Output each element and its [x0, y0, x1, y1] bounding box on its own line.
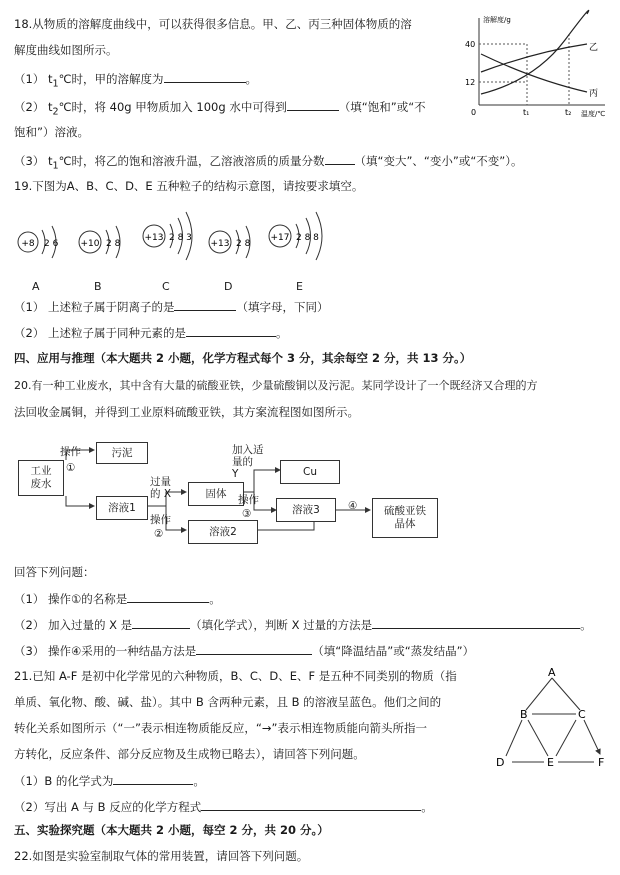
q19-intro: 19.下图为A、B、C、D、E 五种粒子的结构示意图，请按要求填空。	[14, 179, 364, 193]
node-a: A	[548, 666, 556, 679]
atom-a	[14, 212, 74, 272]
node-b: B	[520, 708, 528, 721]
curve-bing	[481, 54, 587, 92]
label-op2-num: ②	[154, 528, 164, 540]
graph-xlabel: 温度/℃	[581, 110, 606, 118]
label-op1: 操作	[60, 446, 81, 458]
atom-d	[206, 212, 266, 272]
answer-blank[interactable]	[201, 798, 421, 811]
q18-intro-line2: 解度曲线如图所示。	[14, 43, 118, 57]
node-c: C	[578, 708, 586, 721]
box-cu: Cu	[280, 460, 340, 484]
graph-ytick-40: 40	[465, 40, 476, 49]
answer-blank[interactable]	[132, 616, 190, 629]
curve-yi	[481, 44, 587, 72]
box-wastewater: 工业 废水	[18, 460, 64, 496]
box-solution1: 溶液1	[96, 496, 148, 520]
svg-text:+8: +8	[21, 239, 35, 249]
svg-text:2 6: 2 6	[44, 239, 59, 249]
graph-origin: 0	[471, 108, 477, 117]
svg-text:2 8: 2 8	[106, 239, 121, 249]
node-e: E	[547, 756, 554, 769]
q19-part1: （1） 上述粒子属于阴离子的是 （填字母，下同）	[14, 300, 329, 314]
q18-part2: （2） $t_2℃$时，将 40g 甲物质加入 100g 水中可得到 （填“饱和”或“不	[14, 100, 426, 118]
graph-xtick-t2: t₂	[565, 108, 572, 117]
atom-label-a: A	[32, 280, 40, 293]
atom-c	[140, 206, 200, 266]
section-5-heading: 五、实验探究题（本大题共 2 小题，每空 2 分，共 20 分。）	[14, 823, 329, 837]
answer-blank[interactable]	[196, 642, 312, 655]
node-f: F	[598, 756, 605, 769]
q21-line1: 21.已知 A-F 是初中化学常见的六种物质，B、C、D、E、F 是五种不同类别的物质（指	[14, 669, 457, 683]
q18-part1: （1） $t_1℃$时，甲的溶解度为 。	[14, 72, 258, 90]
answer-blank[interactable]	[287, 98, 339, 111]
svg-text:+13: +13	[144, 233, 164, 243]
graph-ytick-12: 12	[465, 78, 476, 87]
relation-diagram	[492, 664, 612, 774]
answer-blank[interactable]	[372, 616, 580, 629]
svg-text:2 8 3: 2 8 3	[169, 233, 192, 243]
box-solid: 固体	[188, 482, 244, 506]
q20-part2: （2） 加入过量的 X 是 （填化学式），判断 X 过量的方法是 。	[14, 618, 592, 632]
graph-label-yi: 乙	[589, 43, 599, 53]
box-sludge: 污泥	[96, 442, 148, 464]
q18-part2-line2: 饱和”）溶液。	[14, 125, 89, 139]
box-solution2: 溶液2	[188, 520, 258, 544]
q20-answer-intro: 回答下列问题：	[14, 565, 95, 579]
answer-blank[interactable]	[186, 324, 276, 337]
atom-label-b: B	[94, 280, 102, 293]
section-4-heading: 四、应用与推理（本大题共 2 小题，化学方程式每个 3 分，其余每空 2 分，共 13 分。）	[14, 351, 472, 365]
solubility-graph	[465, 10, 615, 120]
q21-line4: 方转化，反应条件、部分反应物及生成物已略去），请回答下列问题。	[14, 747, 365, 761]
q21-part1: （1）B 的化学式为 。	[14, 774, 205, 788]
answer-blank[interactable]	[174, 298, 236, 311]
atom-e	[266, 206, 336, 266]
svg-text:+17: +17	[270, 233, 290, 243]
q20-part3: （3） 操作④采用的一种结晶方法是 （填“降温结晶”或“蒸发结晶”）	[14, 644, 475, 658]
label-op3-num: ③	[242, 508, 252, 520]
graph-ylabel: 溶解度/g	[483, 16, 511, 24]
q19-part2: （2） 上述粒子属于同种元素的是 。	[14, 326, 288, 340]
svg-text:2 8: 2 8	[236, 239, 251, 249]
q18-part3: （3） $t_1℃$时，将乙的饱和溶液升温，乙溶液溶质的质量分数 （填“变大”、“变小”或“不变”）。	[14, 154, 523, 172]
q20-part1: （1） 操作①的名称是 。	[14, 592, 221, 606]
node-d: D	[496, 756, 505, 769]
answer-blank[interactable]	[127, 590, 209, 603]
answer-blank[interactable]	[325, 152, 355, 165]
label-add-y: 加入适 量的 Y	[232, 444, 264, 480]
atom-label-c: C	[162, 280, 170, 293]
label-op2: 操作	[150, 514, 171, 526]
label-op4-num: ④	[348, 500, 358, 512]
q21-line2: 单质、氧化物、酸、碱、盐）。其中 B 含两种元素，且 B 的溶液呈蓝色。他们之间的	[14, 695, 442, 709]
label-op3: 操作	[238, 494, 259, 506]
answer-blank[interactable]	[113, 772, 193, 785]
q20-intro-line2: 法回收金属铜，并得到工业原料硫酸亚铁，其方案流程图如图所示。	[14, 405, 359, 419]
atom-label-d: D	[224, 280, 233, 293]
label-excess-x: 过量 的 X	[150, 476, 172, 500]
q21-line3: 转化关系如图所示（“一”表示相连物质能反应，“→”表示相连物质能向箭头所指一	[14, 721, 427, 735]
graph-xtick-t1: t₁	[523, 108, 530, 117]
box-product: 硫酸亚铁 晶体	[372, 498, 438, 538]
q20-intro-line1: 20.有一种工业废水，其中含有大量的硫酸亚铁，少量硫酸铜以及污泥。某同学设计了一个既经济又合理的方	[14, 379, 538, 392]
atom-b	[76, 212, 136, 272]
answer-blank[interactable]	[164, 70, 246, 83]
q18-intro-line1: 18.从物质的溶解度曲线中，可以获得很多信息。甲、乙、丙三种固体物质的溶	[14, 17, 412, 31]
q21-part2: （2）写出 A 与 B 反应的化学方程式 。	[14, 800, 433, 814]
q22-intro: 22.如图是实验室制取气体的常用装置，请回答下列问题。	[14, 849, 309, 863]
svg-text:+10: +10	[80, 239, 100, 249]
svg-text:2 8 8: 2 8 8	[296, 233, 319, 243]
graph-label-bing: 丙	[589, 89, 599, 99]
svg-text:+13: +13	[210, 239, 230, 249]
atom-label-e: E	[296, 280, 303, 293]
box-solution3: 溶液3	[276, 498, 336, 522]
label-op1-num: ①	[66, 462, 76, 474]
